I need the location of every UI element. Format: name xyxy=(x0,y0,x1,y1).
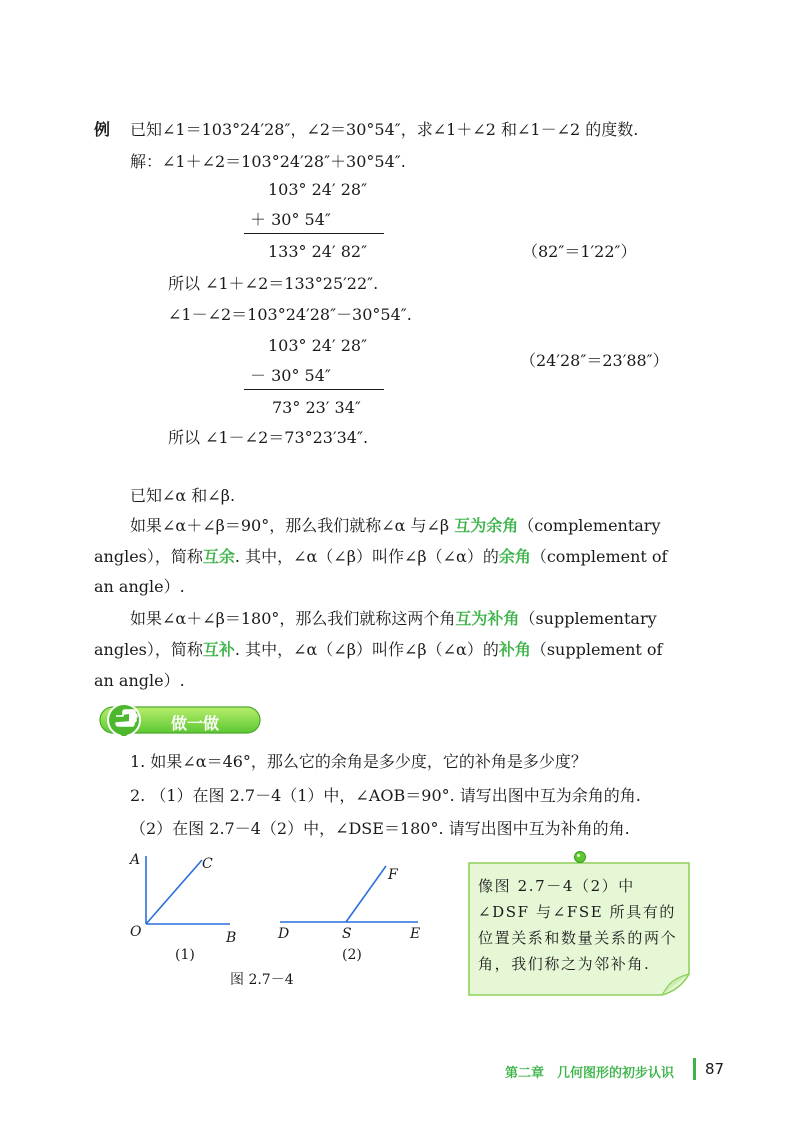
banner-label: 做一做 xyxy=(171,714,220,733)
add-note: （82″＝1′22″） xyxy=(522,242,637,261)
supp-text-b: （supplementary xyxy=(519,609,657,628)
given-text: 已知∠α 和∠β. xyxy=(130,486,236,505)
label-e: E xyxy=(410,926,421,942)
label-b: B xyxy=(226,930,237,946)
supp-line1 xyxy=(130,609,657,629)
add-row1: 103° 24′ 28″ xyxy=(268,180,368,199)
comp-of-term: 余角 xyxy=(498,547,531,566)
sub-rule xyxy=(244,389,384,390)
example-label: 例 xyxy=(94,120,111,139)
sub-row2: － 30° 54″ xyxy=(250,366,331,385)
label-d: D xyxy=(278,926,290,942)
supp-line2-c: （supplement of xyxy=(530,640,663,659)
side-note-text: 像图 2.7－4（2）中∠DSF 与∠FSE 所具有的位置关系和数量关系的两个角，我们称之为邻补角. xyxy=(478,877,678,973)
add-result: 133° 24′ 82″ xyxy=(268,242,368,261)
supp-text-a: 如果∠α＋∠β＝180°，那么我们就称这两个角 xyxy=(130,609,456,628)
sub-row1: 103° 24′ 28″ xyxy=(268,336,368,355)
comp-line2 xyxy=(94,547,667,567)
comp-line2-c: （complement of xyxy=(530,547,668,566)
supp-line3: an angle）. xyxy=(94,671,185,690)
supp-line2 xyxy=(94,640,662,660)
sub-conclusion: 所以 ∠1－∠2＝73°23′34″. xyxy=(168,428,369,447)
comp-line2-b: . 其中，∠α（∠β）叫作∠β（∠α）的 xyxy=(234,547,499,566)
footer-divider xyxy=(693,1058,696,1080)
comp-text-b: （complementary xyxy=(518,516,661,535)
sub-note: （24′28″＝23′88″） xyxy=(520,351,669,370)
comp-text-a: 如果∠α＋∠β＝90°，那么我们就称∠α 与∠β xyxy=(130,516,455,535)
comp-short-term: 互余 xyxy=(202,547,235,566)
hand-pointing-icon xyxy=(113,708,139,730)
pin-icon xyxy=(572,849,588,865)
example-statement: 已知∠1＝103°24′28″，∠2＝30°54″，求∠1＋∠2 和∠1－∠2 的度数. xyxy=(130,120,639,139)
supp-line2-b: . 其中，∠α（∠β）叫作∠β（∠α）的 xyxy=(234,640,499,659)
label-f: F xyxy=(388,867,398,883)
sub-intro: ∠1－∠2＝103°24′28″－30°54″. xyxy=(168,305,412,324)
add-rule xyxy=(244,233,384,234)
footer-chapter: 第二章 几何图形的初步认识 xyxy=(505,1066,675,1081)
label-o: O xyxy=(130,924,142,940)
caption-1: (1) xyxy=(175,947,195,963)
label-c: C xyxy=(202,856,213,872)
comp-term: 互为余角 xyxy=(454,516,519,535)
question-1: 1. 如果∠α＝46°，那么它的余角是多少度，它的补角是多少度？ xyxy=(130,752,587,771)
supp-short-term: 互补 xyxy=(202,640,235,659)
ray-oc xyxy=(146,860,202,924)
add-row2: ＋ 30° 54″ xyxy=(250,210,331,229)
add-conclusion: 所以 ∠1＋∠2＝133°25′22″. xyxy=(168,274,379,293)
page-number: 87 xyxy=(705,1060,725,1078)
question-2b: （2）在图 2.7－4（2）中，∠DSE＝180°. 请写出图中互为补角的角. xyxy=(130,819,630,838)
figure-caption: 图 2.7－4 xyxy=(230,972,294,988)
caption-2: (2) xyxy=(342,947,362,963)
supp-line2-a: angles），简称 xyxy=(94,640,203,659)
comp-line3: an angle）. xyxy=(94,577,185,596)
label-a: A xyxy=(130,852,141,868)
comp-line1 xyxy=(130,516,661,536)
ray-sf xyxy=(346,866,386,922)
supp-of-term: 补角 xyxy=(498,640,531,659)
sub-result: 73° 23′ 34″ xyxy=(272,398,361,417)
solution-intro: 解：∠1＋∠2＝103°24′28″＋30°54″. xyxy=(130,152,406,171)
comp-line2-a: angles），简称 xyxy=(94,547,203,566)
question-2a: 2. （1）在图 2.7－4（1）中，∠AOB＝90°. 请写出图中互为余角的角. xyxy=(130,786,641,805)
label-s: S xyxy=(342,926,352,942)
supp-term: 互为补角 xyxy=(455,609,520,628)
